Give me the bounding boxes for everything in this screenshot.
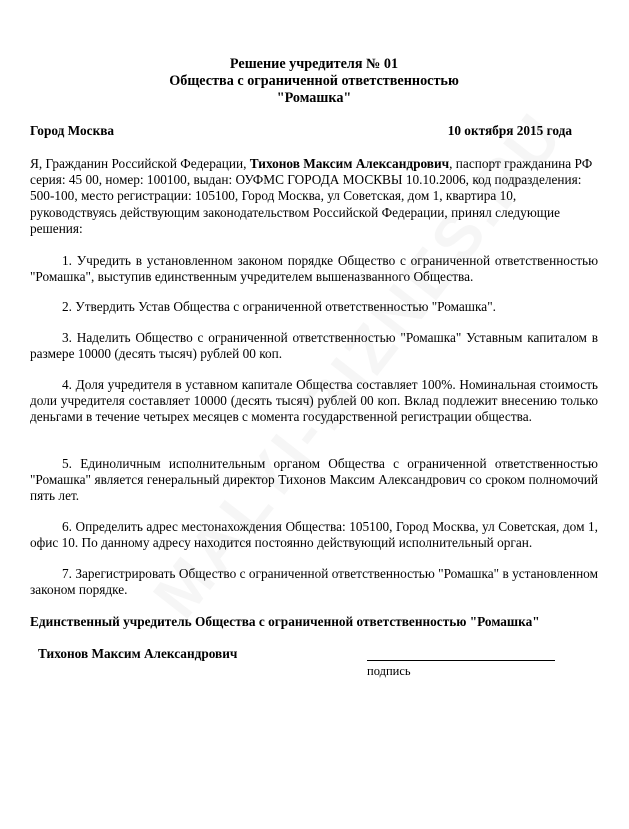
- document-date: 10 октября 2015 года: [447, 123, 572, 138]
- document-subtitle: Общества с ограниченной ответственностью: [169, 73, 459, 89]
- decision-item-2: 2. Утвердить Устав Общества с ограниченной ответственностью "Ромашка".: [62, 299, 496, 314]
- signer-name: Тихонов Максим Александрович: [38, 646, 238, 661]
- decision-item-5: 5. Единоличным исполнительным органом Общества с ограниченной ответственностью "Ромашка" является генеральный директор Тихонов Максим Александрович со сроком полномочий пять лет.: [30, 456, 598, 504]
- decision-item-4: 4. Доля учредителя в уставном капитале Общества составляет 100%. Номинальная стоимость доли учредителя составляет 10000 (десять тысяч) рублей 00 коп. Вклад подлежит внесению только деньгами в течение четырех месяцев с момента государственной регистрации общества.: [30, 377, 598, 425]
- document-page: [30, 0, 598, 829]
- decision-item-6: 6. Определить адрес местонахождения Общества: 105100, Город Москва, ул Советская, дом 1, офис 10. По данному адресу находится постоянно действующий исполнительный орган.: [30, 519, 598, 551]
- company-name-title: "Ромашка": [276, 90, 352, 106]
- signature-line: [367, 660, 555, 661]
- decision-item-3: 3. Наделить Общество с ограниченной ответственностью "Ромашка" Уставным капиталом в размере 10000 (десять тысяч) рублей 00 коп.: [30, 330, 598, 362]
- founder-name: Тихонов Максим Александрович: [249, 156, 450, 171]
- signature-label: подпись: [367, 664, 411, 678]
- decision-item-7: 7. Зарегистрировать Общество с ограниченной ответственностью "Ромашка" в установленном законом порядке.: [30, 566, 598, 598]
- intro-after: , паспорт гражданина РФ серия: 45 00, номер: 100100, выдан: ОУФМС ГОРОДА МОСКВЫ 10.10.2006, код подразделения: 500-100, место регистрации: 105100, Город Москва, ул Советская, дом 1, квартира 10, руководствуясь действующим законодательством Российской Федерации, принял следующие решения:: [30, 156, 593, 236]
- document-title: Решение учредителя № 01: [229, 56, 399, 72]
- intro-paragraph: [30, 156, 598, 237]
- city: Город Москва: [30, 123, 115, 138]
- intro-before: Я, Гражданин Российской Федерации,: [30, 156, 250, 171]
- decision-item-1: 1. Учредить в установленном законом порядке Общество с ограниченной ответственностью "Ромашка", выступив единственным учредителем вышеназванного Общества.: [30, 253, 598, 285]
- sole-founder-label: Единственный учредитель Общества с ограниченной ответственностью "Ромашка": [30, 614, 540, 629]
